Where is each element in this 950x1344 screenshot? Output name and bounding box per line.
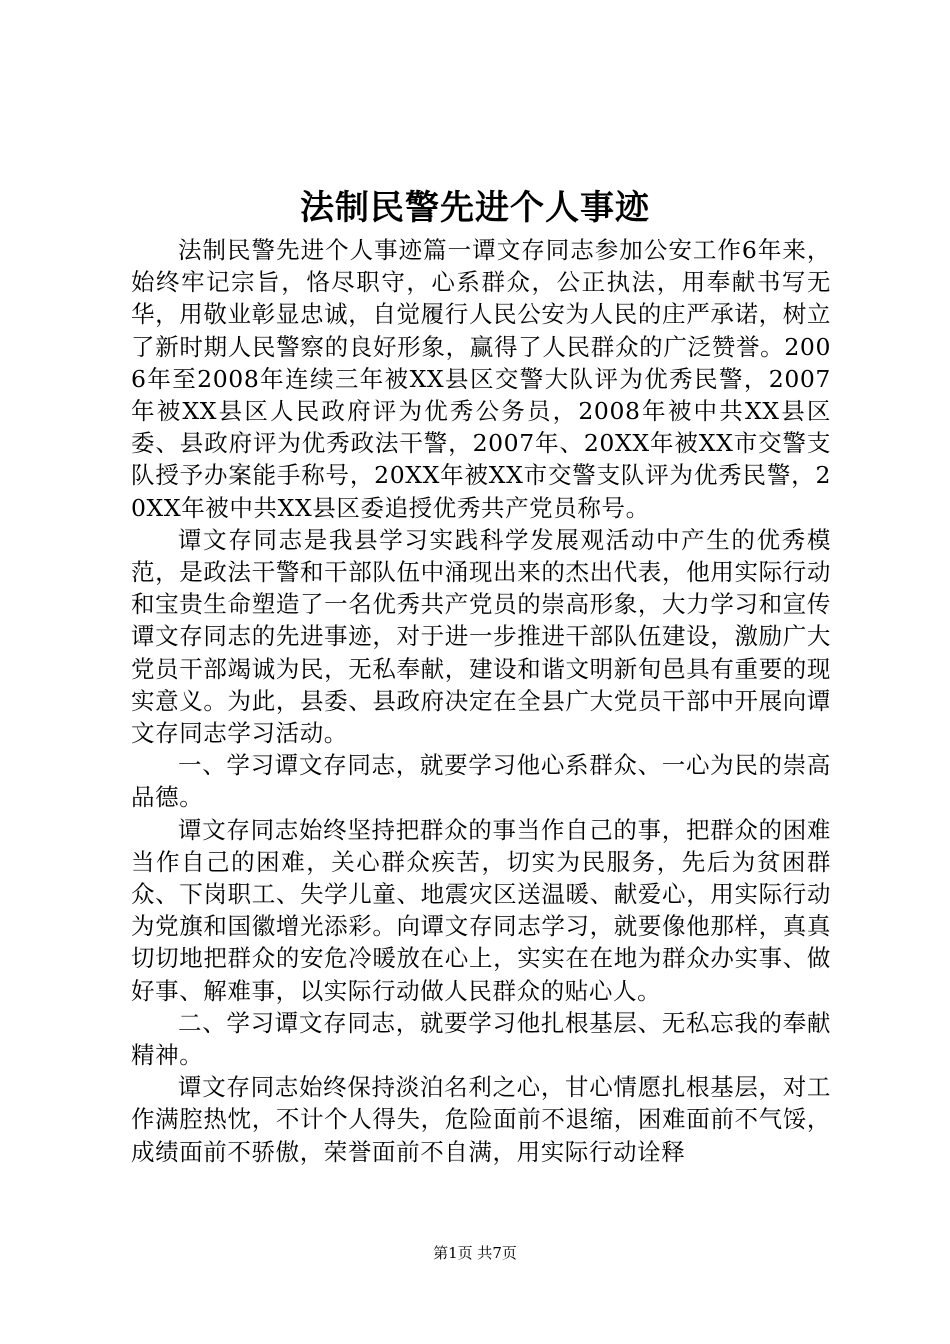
section-heading: 二、学习谭文存同志，就要学习他扎根基层、无私忘我的奉献精神。: [131, 1008, 831, 1070]
paragraph: 法制民警先进个人事迹篇一谭文存同志参加公安工作6年来，始终牢记宗旨，恪尽职守，心系群众，公正执法，用奉献书写无华，用敬业彰显忠诚，自觉履行人民公安为人民的庄严承诺，树立了新时期人民警察的良好形象，赢得了人民群众的广泛赞誉。2006年至2008年连续三年被XX县区交警大队评为优秀民警，2007年被XX县区人民政府评为优秀公务员，2008年被中共XX县区委、县政府评为优秀政法干警，2007年、20XX年被XX市交警支队授予办案能手称号，20XX年被XX市交警支队评为优秀民警，20XX年被中共XX县区委追授优秀共产党员称号。: [131, 236, 831, 522]
paragraph: 谭文存同志始终保持淡泊名利之心，甘心情愿扎根基层，对工作满腔热忱，不计个人得失，危险面前不退缩，困难面前不气馁，成绩面前不骄傲，荣誉面前不自满，用实际行动诠释: [131, 1073, 831, 1166]
section-heading: 一、学习谭文存同志，就要学习他心系群众、一心为民的崇高品德。: [131, 751, 831, 812]
document-title: 法制民警先进个人事迹: [300, 188, 650, 228]
document-body: [131, 234, 831, 1168]
page-footer: 第1页 共7页: [433, 1244, 517, 1262]
paragraph: 谭文存同志始终坚持把群众的事当作自己的事，把群众的困难当作自己的困难，关心群众疾苦，切实为民服务，先后为贫困群众、下岗职工、失学儿童、地震灾区送温暖、献爱心，用实际行动为党旗和国徽增光添彩。向谭文存同志学习，就要像他那样，真真切切地把群众的安危冷暖放在心上，实实在在地为群众办实事、做好事、解难事，以实际行动做人民群众的贴心人。: [131, 815, 831, 1005]
paragraph: 谭文存同志是我县学习实践科学发展观活动中产生的优秀模范，是政法干警和干部队伍中涌现出来的杰出代表，他用实际行动和宝贵生命塑造了一名优秀共产党员的崇高形象，大力学习和宣传谭文存同志的先进事迹，对于进一步推进干部队伍建设，激励广大党员干部竭诚为民，无私奉献，建设和谐文明新旬邑具有重要的现实意义。为此，县委、县政府决定在全县广大党员干部中开展向谭文存同志学习活动。: [131, 525, 831, 748]
